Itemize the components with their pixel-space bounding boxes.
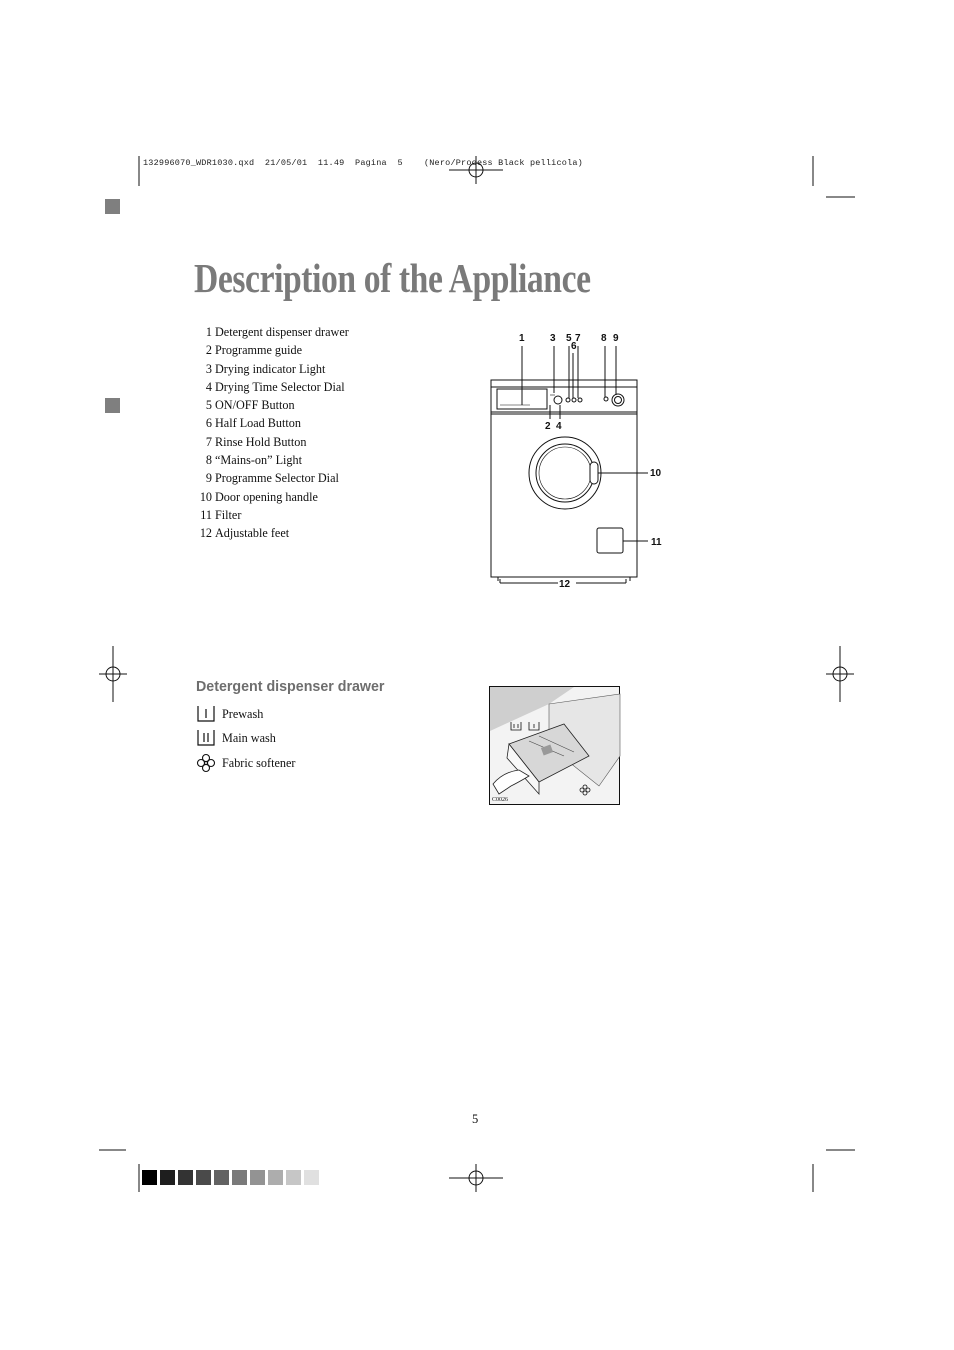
color-swatch xyxy=(232,1170,247,1185)
list-item: 10 Door opening handle xyxy=(199,489,318,504)
list-item: 12 Adjustable feet xyxy=(199,526,290,541)
list-item: 5 ON/OFF Button xyxy=(205,398,295,413)
color-swatch xyxy=(286,1170,301,1185)
callout-4: 4 xyxy=(556,421,562,432)
legend-item-main-wash: Main wash xyxy=(196,729,276,747)
dispenser-drawer-illustration xyxy=(489,686,621,806)
color-swatch xyxy=(160,1170,175,1185)
appliance-diagram xyxy=(470,325,680,595)
color-swatch xyxy=(178,1170,193,1185)
callout-10: 10 xyxy=(650,468,662,479)
list-item: 8 “Mains-on” Light xyxy=(205,453,302,468)
list-item: 2 Programme guide xyxy=(205,343,302,358)
callout-7: 7 xyxy=(575,333,581,344)
prewash-icon xyxy=(196,705,216,723)
list-item: 7 Rinse Hold Button xyxy=(205,434,307,449)
page-title: Description of the Appliance xyxy=(194,255,591,301)
list-item: 1 Detergent dispenser drawer xyxy=(205,325,349,339)
callout-12: 12 xyxy=(559,579,571,590)
list-item: 6 Half Load Button xyxy=(205,416,301,431)
callout-5: 5 xyxy=(566,333,572,344)
list-item: 4 Drying Time Selector Dial xyxy=(205,379,345,394)
legend-item-fabric-softener: Fabric softener xyxy=(196,753,295,773)
callout-6: 6 xyxy=(571,341,577,352)
legend-item-prewash: Prewash xyxy=(196,705,263,723)
callout-11: 11 xyxy=(651,537,662,548)
callout-8: 8 xyxy=(601,333,607,344)
page-number: 5 xyxy=(472,1112,479,1126)
registration-square xyxy=(105,199,120,214)
fabric-softener-icon xyxy=(196,753,216,773)
print-header: 132996070_WDR1030.qxd 21/05/01 11.49 Pagina 5 (Nero/Process Black pellicola) xyxy=(143,158,583,168)
list-item: 3 Drying indicator Light xyxy=(205,361,326,376)
list-item: 9 Programme Selector Dial xyxy=(205,471,339,486)
callout-1: 1 xyxy=(519,333,525,344)
callout-3: 3 xyxy=(550,333,556,344)
callout-9: 9 xyxy=(613,333,619,344)
registration-square xyxy=(105,398,120,413)
color-swatch xyxy=(214,1170,229,1185)
image-code: C0026 xyxy=(492,797,509,803)
main-wash-icon xyxy=(196,729,216,747)
color-swatch xyxy=(304,1170,319,1185)
callout-2: 2 xyxy=(545,421,551,432)
list-item: 11 Filter xyxy=(200,507,242,522)
color-swatch xyxy=(196,1170,211,1185)
color-swatch xyxy=(142,1170,157,1185)
color-swatch xyxy=(268,1170,283,1185)
color-swatch xyxy=(250,1170,265,1185)
section-title: Detergent dispenser drawer xyxy=(196,678,385,695)
parts-list xyxy=(196,323,349,543)
